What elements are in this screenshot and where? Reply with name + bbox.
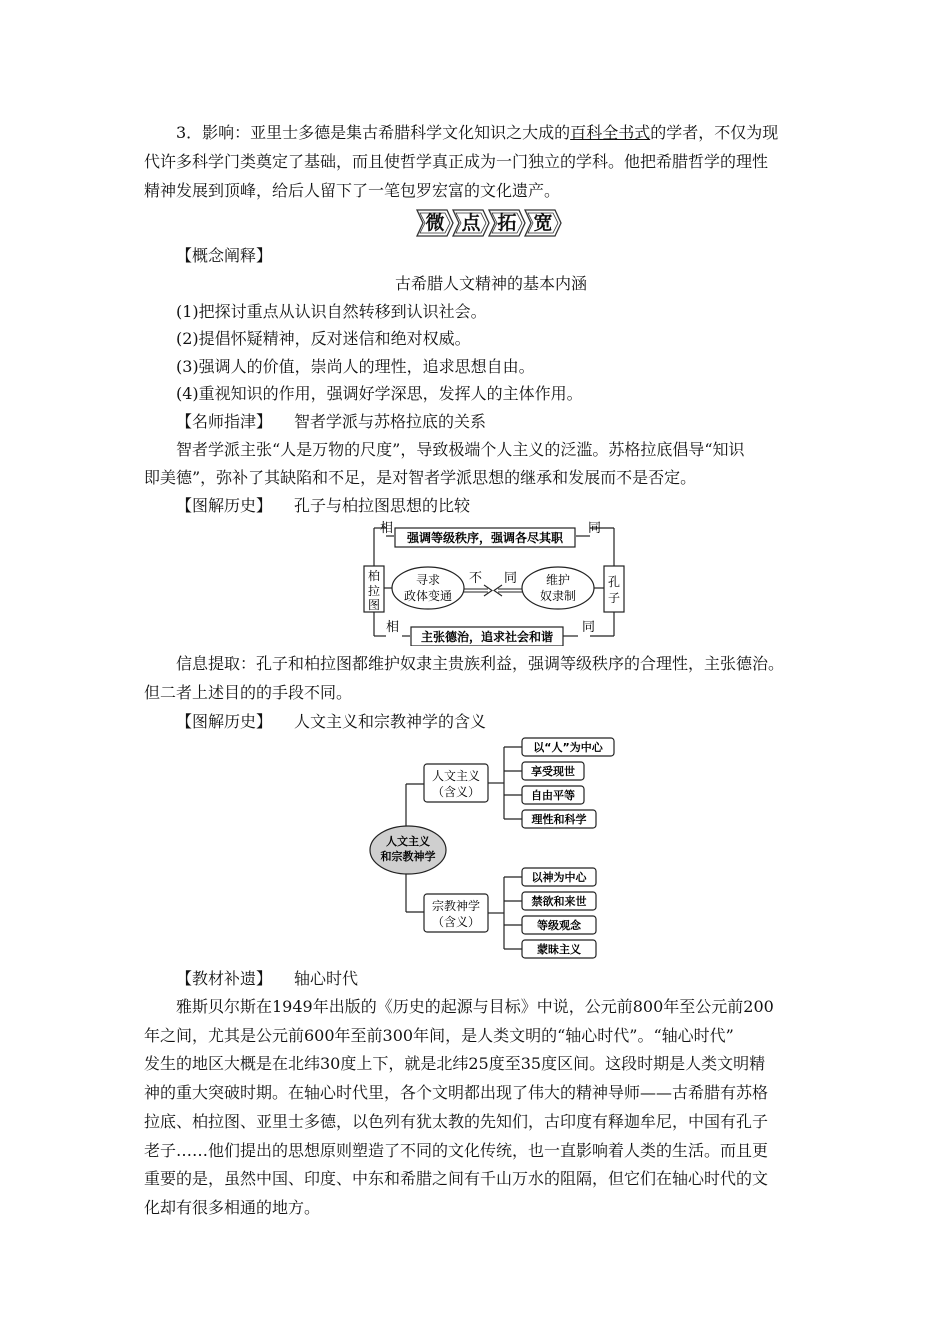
teacher-line-2: 即美德”，弥补了其缺陷和不足，是对智者学派思想的继承和发展而不是否定。 [144, 468, 697, 487]
left-oval-line: 寻求 [415, 573, 441, 587]
top-left-char: 相 [380, 521, 394, 536]
humanism-item: 理性和科学 [531, 813, 587, 826]
supplement-line: 雅斯贝尔斯在1949年出版的《历史的起源与目标》中说，公元前800年至公元前200 [176, 997, 774, 1016]
humanism-item: 享受现世 [531, 765, 575, 778]
plato-char: 拉 [367, 584, 381, 598]
banner-chevron [487, 208, 527, 238]
supplement-label: 【教材补遗】 [176, 969, 273, 988]
info-line-1: 信息提取：孔子和柏拉图都维护奴隶主贵族利益，强调等级秩序的合理性，主张德治。 [176, 654, 785, 673]
mid-right-char: 同 [504, 571, 518, 586]
teacher-title: 智者学派与苏格拉底的关系 [294, 412, 487, 431]
diagram1-label: 【图解历史】 [176, 496, 273, 515]
humanism-item: 以“人”为中心 [533, 741, 603, 754]
bottom-left-char: 相 [386, 620, 400, 635]
banner-chevron [415, 208, 455, 238]
plato-char: 图 [367, 598, 381, 612]
underlined-term: 百科全书式 [570, 123, 651, 142]
humanism-line: 人文主义 [431, 769, 481, 783]
concept-item: (1)把探讨重点从认识自然转移到认识社会。 [176, 302, 487, 321]
influence-line-1: 3．影响：亚里士多德是集古希腊科学文化知识之大成的百科全书式的学者，不仅为现 [176, 123, 779, 142]
concept-item: (3)强调人的价值，崇尚人的理性，追求思想自由。 [176, 357, 535, 376]
top-right-char: 同 [588, 521, 602, 536]
left-oval-line: 政体变通 [403, 589, 453, 603]
theology-item: 蒙昧主义 [537, 943, 581, 956]
theology-item: 等级观念 [537, 919, 581, 932]
theology-item: 以神为中心 [531, 871, 587, 884]
comparison-diagram [358, 518, 634, 646]
banner-chevron [523, 208, 563, 238]
top-box-text: 强调等级秩序，强调各尽其职 [406, 531, 564, 545]
concept-title: 古希腊人文精神的基本内涵 [395, 274, 588, 293]
confucius-char: 子 [607, 591, 621, 605]
influence-line-2: 代许多科学门类奠定了基础，而且使哲学真正成为一门独立的学科。他把希腊哲学的理性 [144, 152, 769, 171]
diagram1-heading [176, 492, 470, 520]
confucius-box [604, 566, 624, 612]
bottom-box-text: 主张德治，追求社会和谐 [420, 630, 554, 644]
mid-left-char: 不 [469, 571, 483, 586]
supplement-title: 轴心时代 [294, 969, 359, 988]
influence-line-3: 精神发展到顶峰，给后人留下了一笔包罗宏富的文化遗产。 [144, 181, 561, 200]
supplement-line: 老子……他们提出的思想原则塑造了不同的文化传统，也一直影响着人类的生活。而且更 [144, 1141, 769, 1160]
teacher-heading [176, 408, 486, 436]
humanism-item: 自由平等 [531, 789, 575, 802]
theology-line: 宗教神学 [431, 899, 481, 913]
plato-char: 柏 [367, 569, 381, 583]
banner-char: 拓 [497, 212, 517, 234]
diagram2-label: 【图解历史】 [176, 712, 273, 731]
banner-char: 宽 [533, 212, 553, 234]
concept-item: (2)提倡怀疑精神，反对迷信和绝对权威。 [176, 329, 471, 348]
humanism-line: （含义） [431, 785, 481, 799]
supplement-line: 化却有很多相通的地方。 [144, 1198, 321, 1217]
right-oval-line: 维护 [545, 573, 571, 587]
concept-item: (4)重视知识的作用，强调好学深思，发挥人的主体作用。 [176, 384, 583, 403]
banner-char: 微 [425, 212, 445, 234]
supplement-line: 拉底、柏拉图、亚里士多德，以色列有犹太教的先知们，古印度有释迦牟尼，中国有孔子 [144, 1112, 769, 1131]
supplement-line: 年之间，尤其是公元前600年至前300年间，是人类文明的“轴心时代”。“轴心时代” [144, 1026, 734, 1045]
center-line: 和宗教神学 [380, 850, 436, 863]
bottom-right-char: 同 [582, 620, 596, 635]
info-line-2: 但二者上述目的的手段不同。 [144, 683, 353, 702]
teacher-line-1: 智者学派主张“人是万物的尺度”，导致极端个人主义的泛滥。苏格拉底倡导“知识 [176, 440, 745, 459]
diagram2-heading [176, 708, 486, 736]
center-line: 人文主义 [386, 835, 430, 848]
supplement-heading [176, 965, 358, 993]
theology-item: 禁欲和来世 [531, 895, 587, 908]
supplement-line: 发生的地区大概是在北纬30度上下，就是北纬25度至35度区间。这段时期是人类文明精 [144, 1054, 766, 1073]
concept-label: 【概念阐释】 [176, 246, 273, 265]
confucius-char: 孔 [607, 575, 621, 589]
section-banner [415, 208, 565, 238]
diagram1-title: 孔子与柏拉图思想的比较 [294, 496, 471, 515]
teacher-label: 【名师指津】 [176, 412, 273, 431]
supplement-line: 神的重大突破时期。在轴心时代里，各个文明都出现了伟大的精神导师——古希腊有苏格 [144, 1083, 769, 1102]
concept-mindmap [366, 736, 618, 964]
supplement-line: 重要的是，虽然中国、印度、中东和希腊之间有千山万水的阻隔，但它们在轴心时代的文 [144, 1169, 769, 1188]
banner-char: 点 [461, 212, 481, 234]
banner-chevron [451, 208, 491, 238]
theology-line: （含义） [431, 915, 481, 929]
right-oval-line: 奴隶制 [539, 589, 577, 603]
diagram2-title: 人文主义和宗教神学的含义 [294, 712, 487, 731]
